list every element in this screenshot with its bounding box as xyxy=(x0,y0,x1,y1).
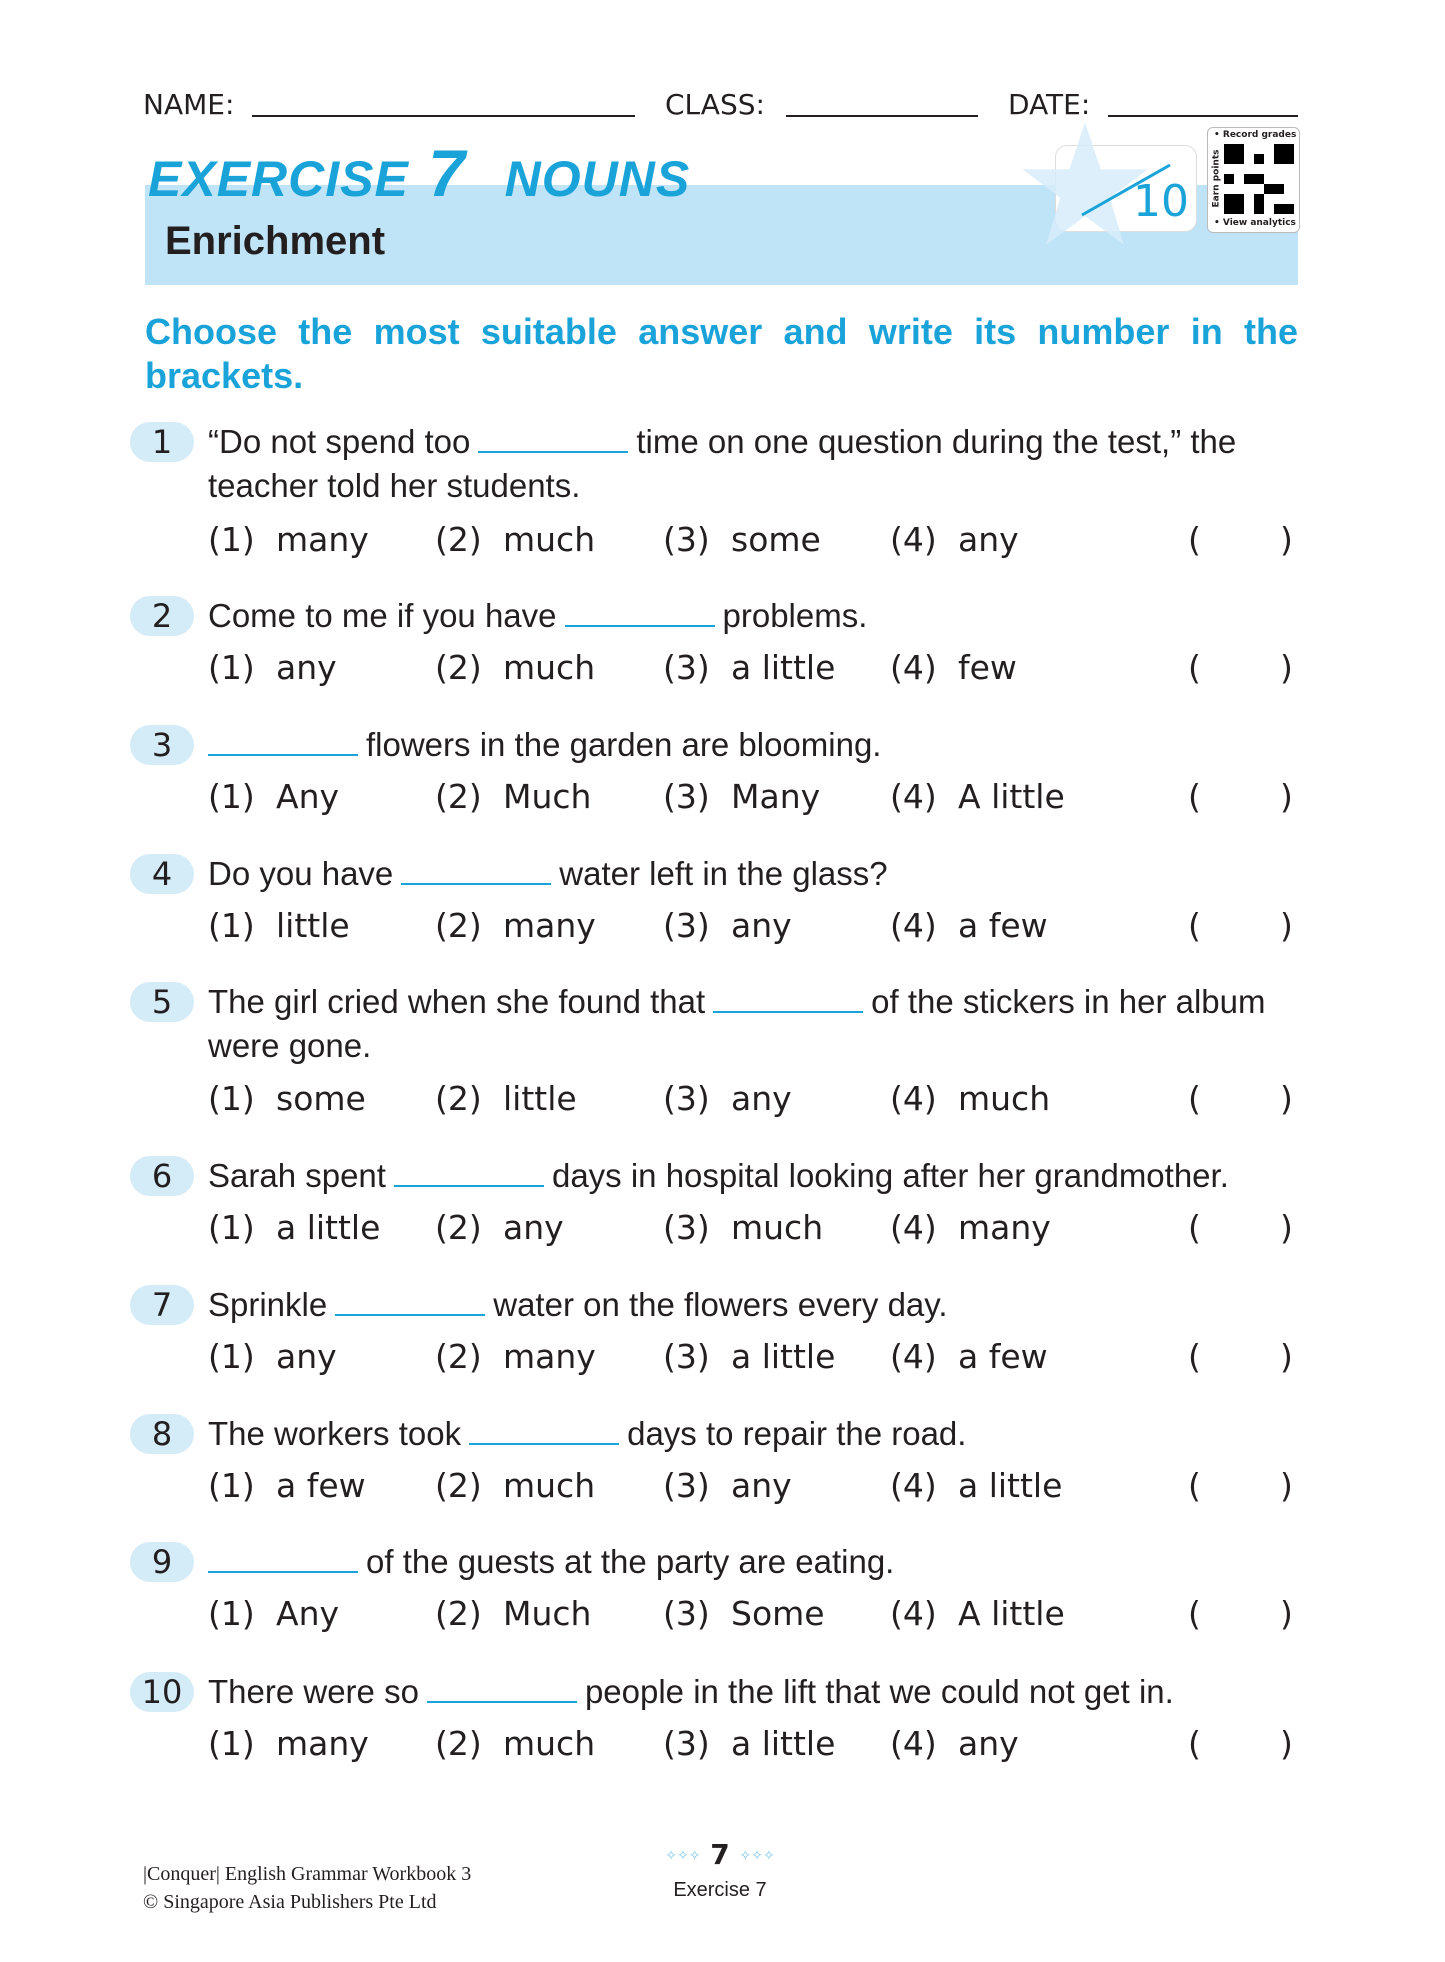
option-label: (4) xyxy=(890,1208,937,1247)
question-text-after: days to repair the road. xyxy=(627,1415,967,1452)
answer-blank xyxy=(208,724,358,756)
option-2 xyxy=(435,775,591,819)
option-text: Any xyxy=(276,1594,340,1633)
footer-exercise-label: Exercise 7 xyxy=(673,1879,767,1901)
option-text: any xyxy=(276,1337,337,1376)
ornament-icon: ✧✧✧ xyxy=(739,1848,775,1864)
answer-bracket-close[interactable]: ) xyxy=(1280,1079,1293,1118)
question-text xyxy=(208,594,867,638)
answer-bracket-open[interactable]: ( xyxy=(1188,648,1201,687)
option-1 xyxy=(208,1335,337,1379)
question-text-after: flowers in the garden are blooming. xyxy=(366,726,882,763)
question-number: 9 xyxy=(130,1542,194,1582)
option-label: (3) xyxy=(663,1594,710,1633)
option-text: much xyxy=(503,1466,596,1505)
option-label: (2) xyxy=(435,520,482,559)
option-4 xyxy=(890,1464,1062,1508)
exercise-title xyxy=(148,135,690,217)
question-text-before: The workers took xyxy=(208,1415,462,1452)
question-text xyxy=(208,1283,948,1327)
option-label: (4) xyxy=(890,1594,937,1633)
option-text: some xyxy=(276,1079,366,1118)
option-text: many xyxy=(503,906,596,945)
option-text: any xyxy=(731,1466,792,1505)
option-label: (1) xyxy=(208,1337,255,1376)
option-text: much xyxy=(503,1724,596,1763)
question-text xyxy=(208,1670,1174,1714)
answer-blank xyxy=(565,595,715,627)
answer-bracket-open[interactable]: ( xyxy=(1188,1208,1201,1247)
qr-code[interactable] xyxy=(1207,127,1300,233)
option-2 xyxy=(435,1722,595,1766)
option-4 xyxy=(890,1592,1065,1636)
option-label: (1) xyxy=(208,1724,255,1763)
option-1 xyxy=(208,775,339,819)
option-3 xyxy=(663,1464,792,1508)
qr-view-analytics: • View analytics xyxy=(1214,218,1296,228)
option-text: Any xyxy=(276,777,340,816)
option-label: (4) xyxy=(890,1079,937,1118)
option-text: A little xyxy=(958,777,1065,816)
option-label: (1) xyxy=(208,777,255,816)
question-text-before: Do you have xyxy=(208,855,394,892)
option-text: much xyxy=(503,520,596,559)
question-text xyxy=(208,1540,894,1584)
option-label: (2) xyxy=(435,1337,482,1376)
option-label: (4) xyxy=(890,1466,937,1505)
option-text: any xyxy=(731,906,792,945)
option-label: (4) xyxy=(890,520,937,559)
option-text: some xyxy=(731,520,821,559)
option-1 xyxy=(208,1206,380,1250)
answer-bracket-open[interactable]: ( xyxy=(1188,906,1201,945)
question-number: 7 xyxy=(130,1285,194,1325)
option-text: a little xyxy=(731,1337,836,1376)
question-number: 2 xyxy=(130,596,194,636)
option-text: Many xyxy=(731,777,821,816)
option-label: (1) xyxy=(208,520,255,559)
page-number xyxy=(655,1838,785,1873)
question-number: 3 xyxy=(130,725,194,765)
question-text-after: of the stickers in her album were gone. xyxy=(208,983,1266,1064)
answer-bracket-close[interactable]: ) xyxy=(1280,1466,1293,1505)
answer-bracket-open[interactable]: ( xyxy=(1188,1594,1201,1633)
option-1 xyxy=(208,1592,339,1636)
answer-bracket-close[interactable]: ) xyxy=(1280,777,1293,816)
ornament-icon: ✧✧✧ xyxy=(665,1848,701,1864)
option-text: A little xyxy=(958,1594,1065,1633)
option-text: many xyxy=(503,1337,596,1376)
option-label: (2) xyxy=(435,906,482,945)
option-text: much xyxy=(731,1208,824,1247)
class-label: CLASS: xyxy=(665,88,765,121)
answer-blank xyxy=(469,1413,619,1445)
question-text-before: “Do not spend too xyxy=(208,423,471,460)
option-label: (1) xyxy=(208,1594,255,1633)
footer-copyright: © Singapore Asia Publishers Pte Ltd xyxy=(143,1891,437,1913)
question-text-before: The girl cried when she found that xyxy=(208,983,706,1020)
option-3 xyxy=(663,518,821,562)
option-text: a few xyxy=(276,1466,366,1505)
option-text: many xyxy=(276,520,369,559)
answer-bracket-close[interactable]: ) xyxy=(1280,520,1293,559)
option-1 xyxy=(208,518,369,562)
name-label: NAME: xyxy=(143,88,235,121)
option-text: a few xyxy=(958,1337,1048,1376)
option-1 xyxy=(208,1464,366,1508)
option-1 xyxy=(208,904,350,948)
option-2 xyxy=(435,1206,564,1250)
option-4 xyxy=(890,646,1017,690)
option-4 xyxy=(890,904,1048,948)
option-2 xyxy=(435,904,596,948)
answer-bracket-close[interactable]: ) xyxy=(1280,1594,1293,1633)
option-4 xyxy=(890,1335,1048,1379)
option-label: (4) xyxy=(890,906,937,945)
option-label: (2) xyxy=(435,1724,482,1763)
question-text-after: of the guests at the party are eating. xyxy=(366,1543,895,1580)
option-text: a little xyxy=(958,1466,1063,1505)
question-text xyxy=(208,852,888,896)
option-label: (1) xyxy=(208,1466,255,1505)
option-label: (3) xyxy=(663,777,710,816)
exercise-number: 7 xyxy=(428,136,466,210)
option-label: (3) xyxy=(663,520,710,559)
option-text: Much xyxy=(503,777,592,816)
option-text: any xyxy=(276,648,337,687)
option-2 xyxy=(435,646,595,690)
answer-blank xyxy=(427,1671,577,1703)
option-4 xyxy=(890,775,1065,819)
option-label: (1) xyxy=(208,1208,255,1247)
question-number: 4 xyxy=(130,854,194,894)
option-1 xyxy=(208,646,337,690)
option-3 xyxy=(663,775,820,819)
option-text: Much xyxy=(503,1594,592,1633)
option-label: (1) xyxy=(208,906,255,945)
answer-bracket-open[interactable]: ( xyxy=(1188,520,1201,559)
answer-blank xyxy=(394,1155,544,1187)
option-3 xyxy=(663,1592,825,1636)
answer-bracket-open[interactable]: ( xyxy=(1188,1724,1201,1763)
answer-bracket-close[interactable]: ) xyxy=(1280,1337,1293,1376)
question-text-before: Sprinkle xyxy=(208,1286,328,1323)
name-field[interactable] xyxy=(252,115,635,117)
question-text xyxy=(208,420,1298,508)
option-label: (3) xyxy=(663,648,710,687)
option-text: much xyxy=(503,648,596,687)
option-2 xyxy=(435,1592,591,1636)
option-label: (4) xyxy=(890,1724,937,1763)
question-text xyxy=(208,1154,1229,1198)
option-text: little xyxy=(276,906,350,945)
option-4 xyxy=(890,1722,1019,1766)
option-label: (4) xyxy=(890,648,937,687)
option-label: (3) xyxy=(663,1724,710,1763)
qr-pattern-icon xyxy=(1224,143,1294,215)
date-label: DATE: xyxy=(1008,88,1091,121)
answer-blank xyxy=(478,421,628,453)
question-text-after: water left in the glass? xyxy=(559,855,888,892)
option-text: any xyxy=(958,520,1019,559)
answer-bracket-open[interactable]: ( xyxy=(1188,777,1201,816)
option-3 xyxy=(663,1722,835,1766)
option-1 xyxy=(208,1722,369,1766)
option-label: (4) xyxy=(890,777,937,816)
option-text: few xyxy=(958,648,1017,687)
exercise-word: EXERCISE xyxy=(148,151,409,207)
option-text: little xyxy=(503,1079,577,1118)
question-number: 8 xyxy=(130,1414,194,1454)
option-text: Some xyxy=(731,1594,825,1633)
option-3 xyxy=(663,646,835,690)
option-text: a few xyxy=(958,906,1048,945)
date-field[interactable] xyxy=(1108,115,1298,117)
exercise-subtitle: Enrichment xyxy=(165,219,386,263)
option-3 xyxy=(663,904,792,948)
option-1 xyxy=(208,1077,366,1121)
option-label: (3) xyxy=(663,1208,710,1247)
option-text: a little xyxy=(731,1724,836,1763)
instructions: Choose the most suitable answer and write its number in the brackets. xyxy=(145,311,1298,396)
answer-bracket-close[interactable]: ) xyxy=(1280,906,1293,945)
answer-bracket-close[interactable]: ) xyxy=(1280,1724,1293,1763)
option-3 xyxy=(663,1206,823,1250)
option-label: (3) xyxy=(663,1079,710,1118)
question-number: 1 xyxy=(130,422,194,462)
option-2 xyxy=(435,1335,596,1379)
option-4 xyxy=(890,1077,1050,1121)
question-number: 10 xyxy=(130,1672,194,1712)
question-text-after: problems. xyxy=(722,597,868,634)
option-label: (2) xyxy=(435,1208,482,1247)
answer-blank xyxy=(335,1284,485,1316)
option-label: (2) xyxy=(435,1466,482,1505)
answer-bracket-open[interactable]: ( xyxy=(1188,1337,1201,1376)
option-text: a little xyxy=(276,1208,381,1247)
answer-bracket-close[interactable]: ) xyxy=(1280,1208,1293,1247)
option-label: (4) xyxy=(890,1337,937,1376)
page-number-value: 7 xyxy=(710,1838,730,1871)
option-label: (1) xyxy=(208,1079,255,1118)
option-label: (3) xyxy=(663,906,710,945)
option-text: a little xyxy=(731,648,836,687)
question-number: 5 xyxy=(130,982,194,1022)
answer-bracket-open[interactable]: ( xyxy=(1188,1079,1201,1118)
option-text: any xyxy=(503,1208,564,1247)
option-2 xyxy=(435,1077,577,1121)
option-3 xyxy=(663,1335,835,1379)
option-3 xyxy=(663,1077,792,1121)
answer-blank xyxy=(208,1541,358,1573)
question-text-after: days in hospital looking after her grandmother. xyxy=(551,1157,1229,1194)
question-text-after: time on one question during the test,” the teacher told her students. xyxy=(208,423,1237,504)
option-label: (3) xyxy=(663,1466,710,1505)
question-text xyxy=(208,723,881,767)
answer-blank xyxy=(713,981,863,1013)
class-field[interactable] xyxy=(786,115,978,117)
option-2 xyxy=(435,1464,595,1508)
score-total: 10 xyxy=(1133,176,1189,227)
answer-bracket-close[interactable]: ) xyxy=(1280,648,1293,687)
option-text: any xyxy=(731,1079,792,1118)
footer-book-title: |Conquer| English Grammar Workbook 3 xyxy=(143,1863,472,1885)
option-4 xyxy=(890,518,1019,562)
option-label: (2) xyxy=(435,1594,482,1633)
question-number: 6 xyxy=(130,1156,194,1196)
option-2 xyxy=(435,518,595,562)
question-text xyxy=(208,1412,966,1456)
qr-record-grades: • Record grades xyxy=(1214,130,1297,140)
option-label: (2) xyxy=(435,777,482,816)
option-text: any xyxy=(958,1724,1019,1763)
question-text-before: Come to me if you have xyxy=(208,597,557,634)
option-label: (1) xyxy=(208,648,255,687)
question-text-after: water on the flowers every day. xyxy=(493,1286,948,1323)
option-4 xyxy=(890,1206,1051,1250)
question-text xyxy=(208,980,1298,1068)
option-text: much xyxy=(958,1079,1051,1118)
qr-earn-points: Earn points xyxy=(1211,149,1222,208)
option-text: many xyxy=(276,1724,369,1763)
question-text-after: people in the lift that we could not get in. xyxy=(584,1673,1174,1710)
option-label: (3) xyxy=(663,1337,710,1376)
answer-bracket-open[interactable]: ( xyxy=(1188,1466,1201,1505)
answer-blank xyxy=(401,853,551,885)
exercise-topic: NOUNS xyxy=(504,151,691,207)
option-label: (2) xyxy=(435,1079,482,1118)
option-label: (2) xyxy=(435,648,482,687)
question-text-before: There were so xyxy=(208,1673,419,1710)
option-text: many xyxy=(958,1208,1051,1247)
question-text-before: Sarah spent xyxy=(208,1157,386,1194)
